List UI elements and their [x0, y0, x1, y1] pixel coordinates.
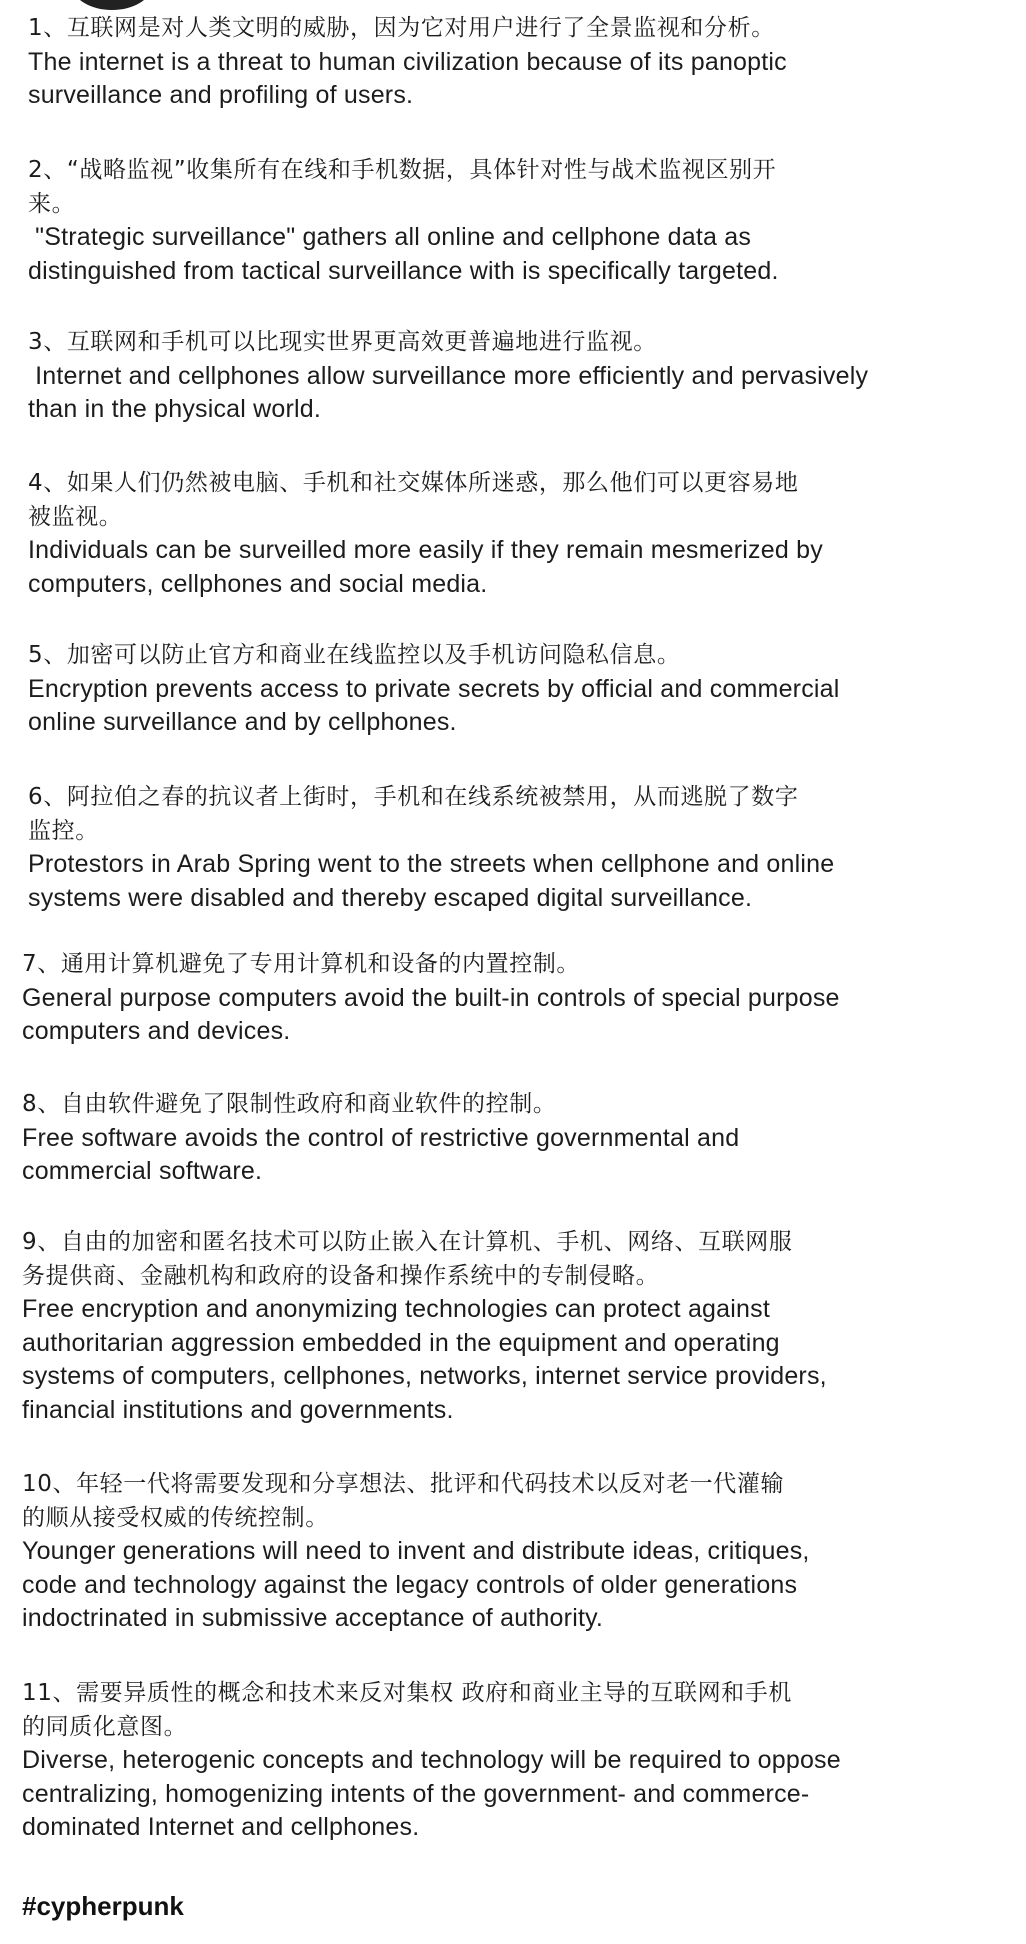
chinese-text-line: 11、需要异质性的概念和技术来反对集权 政府和商业主导的互联网和手机	[22, 1680, 792, 1706]
english-text-line: systems were disabled and thereby escaped digital surveillance.	[28, 883, 753, 912]
chinese-text-line: 的顺从接受权威的传统控制。	[22, 1504, 329, 1531]
english-text-line: surveillance and profiling of users.	[28, 81, 414, 109]
list-item	[28, 12, 1026, 113]
english-text-line: Free encryption and anonymizing technologies can protect against	[22, 1295, 770, 1323]
hashtag-link[interactable]: #cypherpunk	[22, 1891, 184, 1921]
english-text-line: commercial software.	[22, 1157, 263, 1185]
english-text-line: Protestors in Arab Spring went to the streets when cellphone and online	[28, 850, 835, 878]
english-text-line: code and technology against the legacy controls of older generations	[22, 1570, 798, 1599]
english-text-line: The internet is a threat to human civilization because of its panoptic	[28, 47, 787, 76]
chinese-text-line: 6、阿拉伯之春的抗议者上街时，手机和在线系统被禁用，从而逃脱了数字	[28, 784, 799, 810]
list-item	[22, 1226, 1022, 1427]
english-text-line: General purpose computers avoid the built-in controls of special purpose	[22, 983, 840, 1012]
english-text-line: authoritarian aggression embedded in the equipment and operating	[22, 1328, 780, 1357]
list-item	[22, 948, 1022, 1049]
english-text-line: than in the physical world.	[28, 395, 322, 423]
chinese-text-line: 3、互联网和手机可以比现实世界更高效更普遍地进行监视。	[28, 329, 657, 355]
english-text-line: Encryption prevents access to private secrets by official and commercial	[28, 674, 840, 703]
english-text-line: indoctrinated in submissive acceptance of authority.	[22, 1604, 604, 1632]
chinese-text-line: 来。	[28, 190, 76, 217]
chinese-text-line: 监控。	[28, 817, 99, 844]
chinese-text-line: 的同质化意图。	[22, 1713, 188, 1740]
english-text-line: Younger generations will need to invent and distribute ideas, critiques,	[22, 1537, 810, 1565]
english-text-line: distinguished from tactical surveillance with is specifically targeted.	[28, 256, 779, 285]
english-text-line: Free software avoids the control of restrictive governmental and	[22, 1123, 740, 1152]
english-text-line: Internet and cellphones allow surveillance more efficiently and pervasively	[28, 361, 869, 390]
chinese-text-line: 7、通用计算机避免了专用计算机和设备的内置控制。	[22, 951, 581, 977]
english-text-line: Individuals can be surveilled more easily if they remain mesmerized by	[28, 536, 823, 564]
english-text-line: computers and devices.	[22, 1017, 291, 1045]
list-item	[22, 1088, 1022, 1189]
english-text-line: financial institutions and governments.	[22, 1395, 454, 1424]
english-text-line: dominated Internet and cellphones.	[22, 1813, 420, 1841]
list-item	[28, 781, 1026, 915]
english-text-line: centralizing, homogenizing intents of the government- and commerce-	[22, 1779, 810, 1808]
chinese-text-line: 2、“战略监视”收集所有在线和手机数据，具体针对性与战术监视区别开	[28, 157, 777, 183]
chinese-text-line: 务提供商、金融机构和政府的设备和操作系统中的专制侵略。	[22, 1262, 660, 1289]
list-item	[28, 639, 1026, 740]
english-text-line: "Strategic surveillance" gathers all online and cellphone data as	[28, 223, 752, 251]
english-text-line: computers, cellphones and social media.	[28, 569, 488, 598]
chinese-text-line: 5、加密可以防止官方和商业在线监控以及手机访问隐私信息。	[28, 642, 681, 668]
english-text-line: systems of computers, cellphones, networks, internet service providers,	[22, 1362, 827, 1390]
english-text-line: online surveillance and by cellphones.	[28, 708, 457, 736]
english-text-line: Diverse, heterogenic concepts and technology will be required to oppose	[22, 1746, 841, 1774]
chinese-text-line: 1、互联网是对人类文明的威胁，因为它对用户进行了全景监视和分析。	[28, 15, 775, 41]
chinese-text-line: 4、如果人们仍然被电脑、手机和社交媒体所迷惑，那么他们可以更容易地	[28, 470, 799, 496]
chinese-text-line: 被监视。	[28, 503, 123, 530]
list-item	[28, 326, 1026, 427]
list-item	[28, 154, 1026, 288]
list-item	[28, 467, 1026, 601]
list-item	[22, 1677, 1022, 1845]
list-item	[22, 1468, 1022, 1636]
chinese-text-line: 10、年轻一代将需要发现和分享想法、批评和代码技术以反对老一代灌输	[22, 1471, 785, 1497]
chinese-text-line: 9、自由的加密和匿名技术可以防止嵌入在计算机、手机、网络、互联网服	[22, 1229, 793, 1255]
chinese-text-line: 8、自由软件避免了限制性政府和商业软件的控制。	[22, 1091, 557, 1117]
